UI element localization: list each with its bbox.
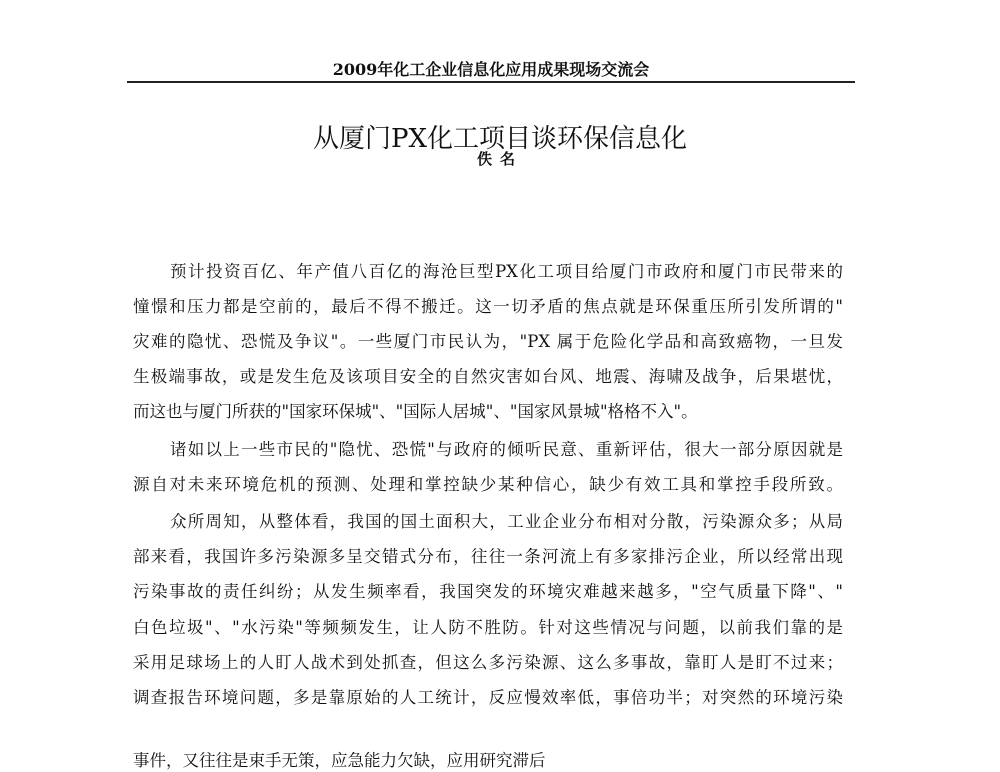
running-header: 2009年化工企业信息化应用成果现场交流会 (332, 60, 650, 79)
paragraph-line: 诸如以上一些市民的"隐忧、恐慌"与政府的倾听民意、重新评估，很大一部分原因就是 (170, 440, 843, 459)
paragraph-line: 调查报告环境问题，多是靠原始的人工统计，反应慢效率低，事倍功半；对突然的环境污染 (133, 688, 843, 707)
paragraph-line: 憧憬和压力都是空前的，最后不得不搬迁。这一切矛盾的焦点就是环保重压所引发所谓的" (133, 297, 843, 316)
paragraph-line: 生极端事故，或是发生危及该项目安全的自然灾害如台风、地震、海啸及战争，后果堪忧， (133, 367, 843, 386)
article-title: 从厦门PX化工项目谈环保信息化 (312, 124, 687, 154)
paragraph-line: 源自对未来环境危机的预测、处理和掌控缺少某种信心，缺少有效工具和掌控手段所致。 (133, 475, 843, 494)
paragraph-line: 采用足球场上的人盯人战术到处抓查，但这么多污染源、这么多事故，靠盯人是盯不过来； (133, 653, 843, 672)
article-author: 佚名 (476, 150, 523, 168)
header-rule (127, 81, 855, 83)
paragraph-line: 事件，又往往是束手无策，应急能力欠缺，应用研究滞后 (133, 751, 546, 770)
paragraph-line: 灾难的隐忧、恐慌及争议"。一些厦门市民认为，"PX 属于危险化学品和高致癌物，一旦发 (133, 332, 843, 351)
paragraph-line: 部来看，我国许多污染源多呈交错式分布，往往一条河流上有多家排污企业，所以经常出现 (133, 547, 843, 566)
paragraph-line: 而这也与厦门所获的"国家环保城"、"国际人居城"、"国家风景城"格格不入"。 (133, 402, 698, 421)
paragraph-line: 白色垃圾"、"水污染"等频频发生，让人防不胜防。针对这些情况与问题，以前我们靠的是 (133, 618, 843, 637)
paragraph-line: 众所周知，从整体看，我国的国土面积大，工业企业分布相对分散，污染源众多；从局 (170, 512, 843, 531)
paragraph-line: 预计投资百亿、年产值八百亿的海沧巨型PX化工项目给厦门市政府和厦门市民带来的 (170, 262, 843, 281)
paragraph-line: 污染事故的责任纠纷；从发生频率看，我国突发的环境灾难越来越多，"空气质量下降"、" (133, 582, 843, 601)
